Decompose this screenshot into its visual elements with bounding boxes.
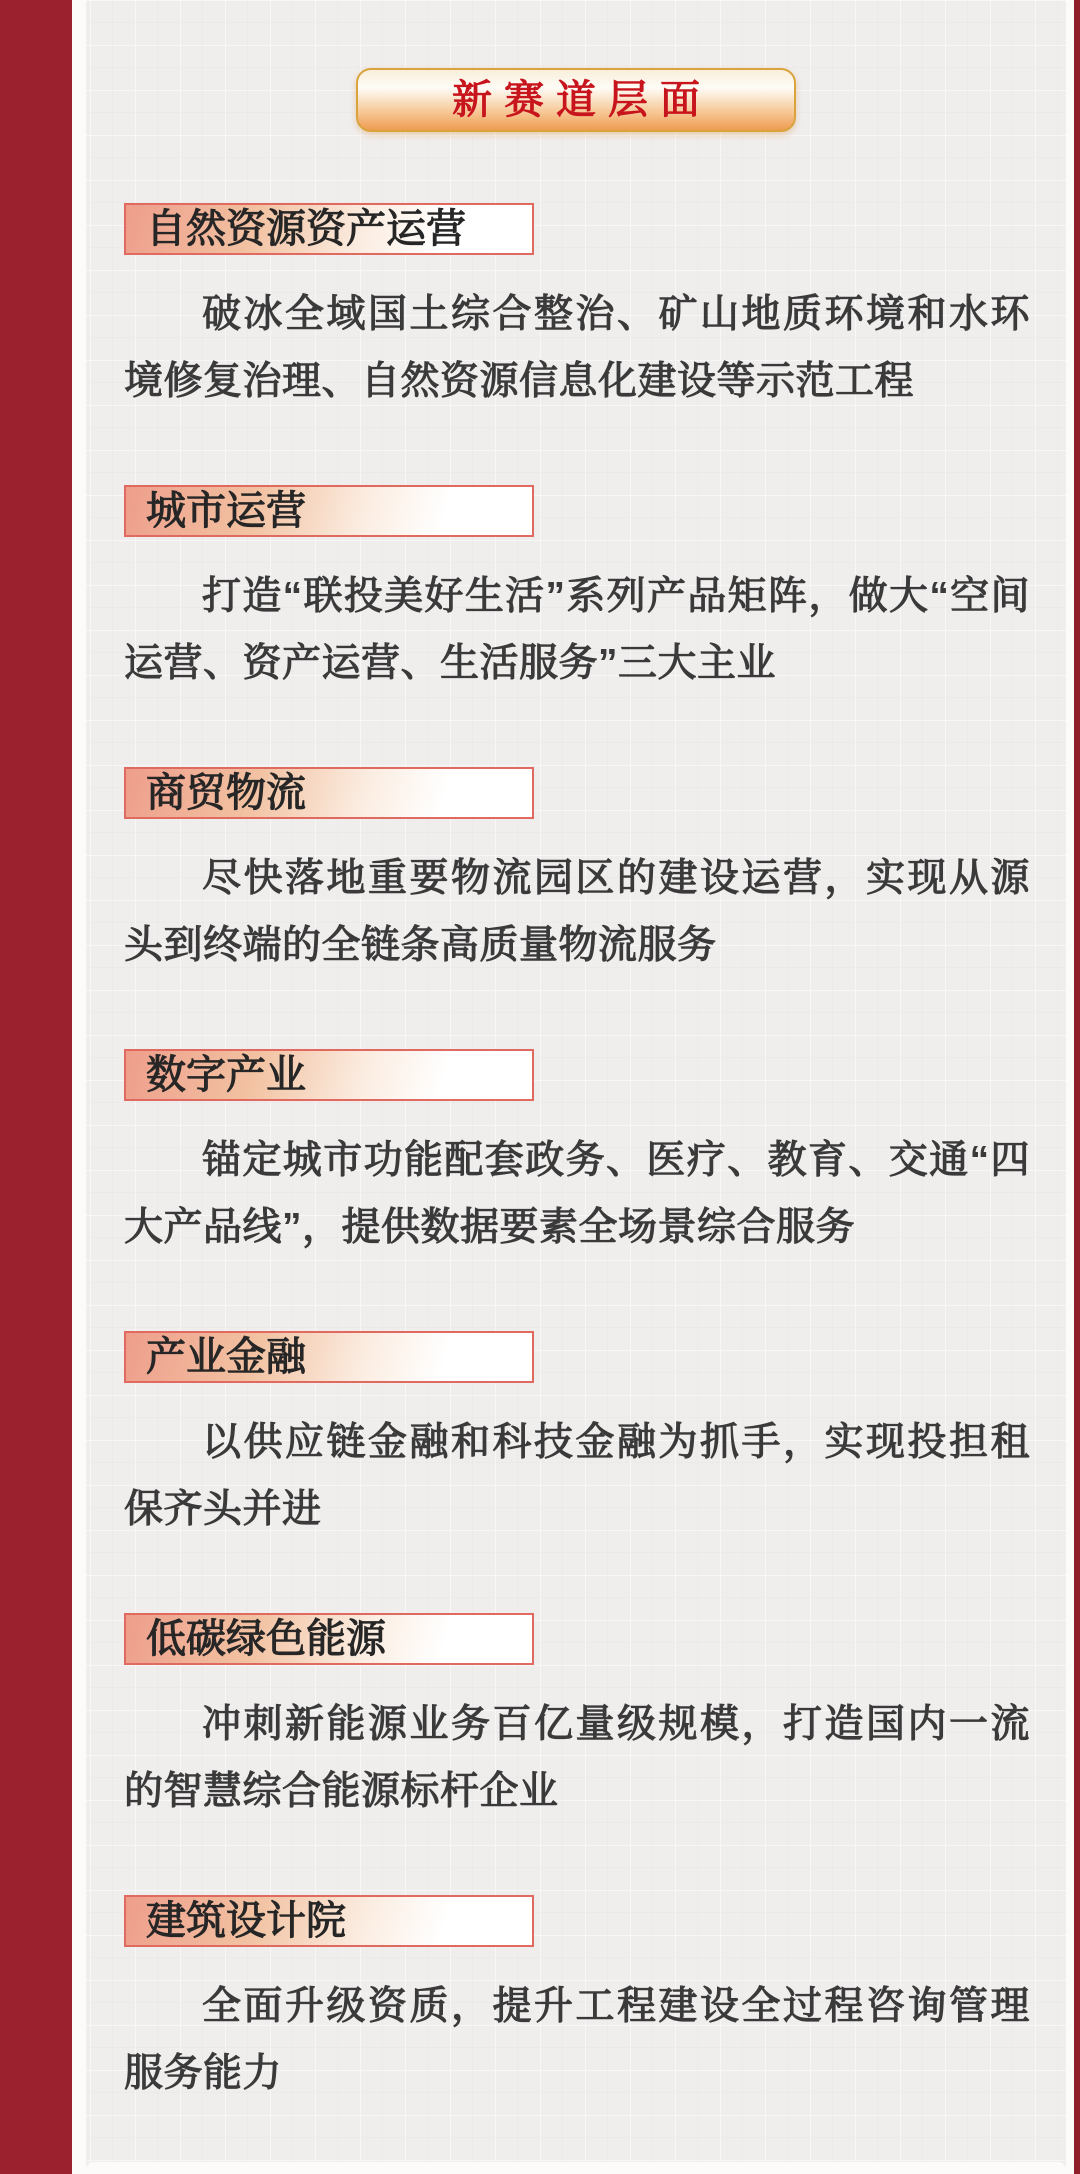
section-title: 城市运营 <box>146 489 306 533</box>
section-body-text: 全面升级资质，提升工程建设全过程咨询管理服务能力 <box>124 1985 1030 2095</box>
section-body-text: 破冰全域国土综合整治、矿山地质环境和水环境修复治理、自然资源信息化建设等示范工程 <box>124 293 1030 403</box>
right-white-gutter <box>1066 0 1074 2174</box>
section-title: 自然资源资产运营 <box>146 207 466 251</box>
section-title-box <box>124 1895 534 1947</box>
right-red-strip <box>1074 0 1080 2174</box>
section-body-text: 打造“联投美好生活”系列产品矩阵，做大“空间运营、资产运营、生活服务”三大主业 <box>124 575 1030 685</box>
track-section <box>124 485 1030 697</box>
track-section <box>124 203 1030 415</box>
content-column <box>86 0 1066 2174</box>
section-title: 建筑设计院 <box>146 1899 346 1943</box>
sections-list <box>86 203 1066 2107</box>
track-section <box>124 767 1030 979</box>
section-title-box <box>124 1331 534 1383</box>
section-title: 低碳绿色能源 <box>146 1617 386 1661</box>
section-title-box <box>124 203 534 255</box>
section-title-box <box>124 485 534 537</box>
track-section <box>124 1895 1030 2107</box>
section-body-text: 冲刺新能源业务百亿量级规模，打造国内一流的智慧综合能源标杆企业 <box>124 1703 1030 1813</box>
section-title: 数字产业 <box>146 1053 306 1097</box>
section-title-box <box>124 1613 534 1665</box>
track-section <box>124 1049 1030 1261</box>
section-body-text: 尽快落地重要物流园区的建设运营，实现从源头到终端的全链条高质量物流服务 <box>124 857 1030 967</box>
left-white-gutter <box>72 0 86 2174</box>
bottom-card-edge <box>86 2162 1066 2174</box>
section-title: 产业金融 <box>146 1335 306 1379</box>
left-red-sidebar <box>0 0 72 2174</box>
section-title-box <box>124 1049 534 1101</box>
section-title: 商贸物流 <box>146 771 306 815</box>
track-section <box>124 1613 1030 1825</box>
section-title-box <box>124 767 534 819</box>
section-body-text: 以供应链金融和科技金融为抓手，实现投担租保齐头并进 <box>124 1421 1030 1531</box>
group-title-label: 新赛道层面 <box>452 78 712 122</box>
group-title-badge <box>356 68 796 132</box>
track-section <box>124 1331 1030 1543</box>
section-body-text: 锚定城市功能配套政务、医疗、教育、交通“四大产品线”，提供数据要素全场景综合服务 <box>124 1139 1030 1249</box>
